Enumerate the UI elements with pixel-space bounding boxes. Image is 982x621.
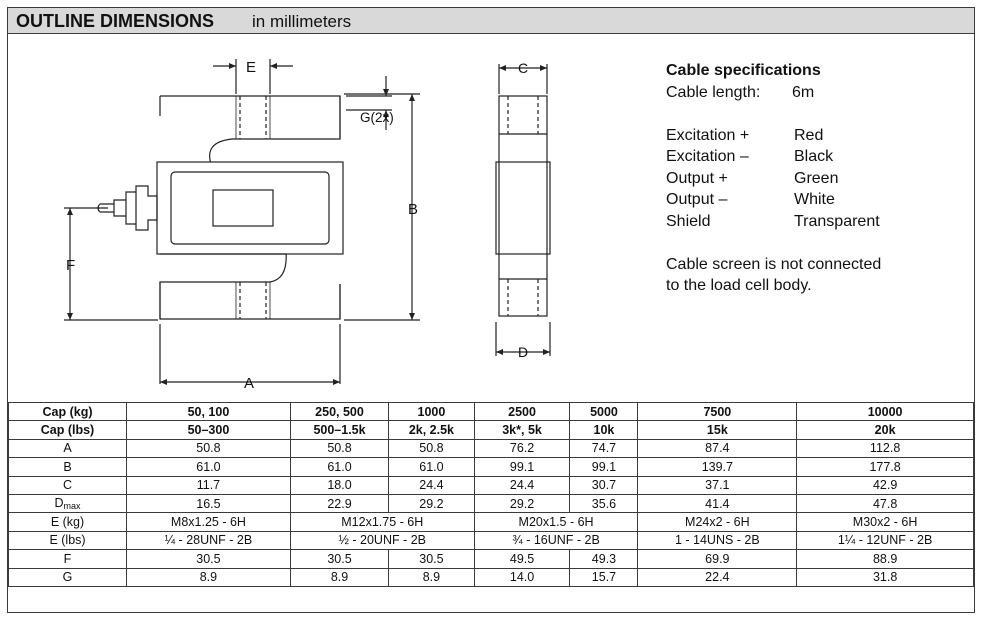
table-cell: 61.0 <box>389 458 474 476</box>
table-cell: 50.8 <box>389 439 474 457</box>
table-cell: 99.1 <box>570 458 638 476</box>
panel-title: OUTLINE DIMENSIONS <box>16 11 215 31</box>
wire-signal: Shield <box>666 212 711 230</box>
table-cell: 99.1 <box>474 458 570 476</box>
table-cell: 35.6 <box>570 494 638 512</box>
table-cell: 22.4 <box>638 568 797 586</box>
row-label: G <box>9 568 127 586</box>
table-cell: 42.9 <box>797 476 974 494</box>
dim-label-E: E <box>246 59 257 76</box>
table-cell: 250, 500 <box>290 403 388 421</box>
table-cell: 112.8 <box>797 439 974 457</box>
table-cell: 8.9 <box>127 568 291 586</box>
dim-label-A: A <box>244 375 255 392</box>
table-cell: 2500 <box>474 403 570 421</box>
table-cell: 61.0 <box>127 458 291 476</box>
table-row-A <box>9 439 974 457</box>
table-row-G <box>9 568 974 586</box>
table-cell: 61.0 <box>290 458 388 476</box>
table-cell: 7500 <box>638 403 797 421</box>
outline-dimensions-panel <box>7 7 975 613</box>
table-cell: M20x1.5 - 6H <box>474 513 638 531</box>
table-row-B <box>9 458 974 476</box>
table-cell: 76.2 <box>474 439 570 457</box>
dim-label-G: G(2x) <box>360 110 394 125</box>
table-cell: 49.3 <box>570 550 638 568</box>
table-cell: 41.4 <box>638 494 797 512</box>
table-cell: 47.8 <box>797 494 974 512</box>
table-cell: 139.7 <box>638 458 797 476</box>
table-cell: 69.9 <box>638 550 797 568</box>
table-row-Dmax <box>9 494 974 512</box>
table-cell: 16.5 <box>127 494 291 512</box>
dimensions-table <box>8 402 974 587</box>
wire-color: White <box>794 191 835 208</box>
wire-signal: Excitation – <box>666 148 749 165</box>
row-label-main: D <box>54 496 64 511</box>
side-view <box>499 96 547 316</box>
dim-label-F: F <box>66 257 76 274</box>
table-cell: 500–1.5k <box>290 421 388 439</box>
cable-specifications <box>666 60 881 297</box>
table-cell: 49.5 <box>474 550 570 568</box>
table-cell: 74.7 <box>570 439 638 457</box>
wire-signal: Output – <box>666 191 728 208</box>
wire-row <box>666 125 881 147</box>
panel-header <box>8 8 974 34</box>
cable-spec-title: Cable specifications <box>666 62 821 79</box>
wire-signal: Output + <box>666 169 728 187</box>
table-cell: 1 - 14UNS - 2B <box>638 531 797 549</box>
row-label: Cap (kg) <box>9 403 127 421</box>
table-cell: 30.5 <box>389 550 474 568</box>
table-cell: 5000 <box>570 403 638 421</box>
row-label: Cap (lbs) <box>9 421 127 439</box>
table-cell: 30.7 <box>570 476 638 494</box>
row-label: A <box>9 439 127 457</box>
dim-label-D: D <box>518 344 529 360</box>
table-cell: 50–300 <box>127 421 291 439</box>
table-row-C <box>9 476 974 494</box>
table-cell: ¾ - 16UNF - 2B <box>474 531 638 549</box>
wire-row <box>666 146 881 168</box>
center-block <box>157 162 343 254</box>
table-row-E-kg <box>9 513 974 531</box>
table-row-E-lbs <box>9 531 974 549</box>
wire-row <box>666 189 881 211</box>
table-cell: ¼ - 28UNF - 2B <box>127 531 291 549</box>
table-cell: 37.1 <box>638 476 797 494</box>
table-cell: 10k <box>570 421 638 439</box>
table-cell: ½ - 20UNF - 2B <box>290 531 474 549</box>
table-row-F <box>9 550 974 568</box>
table-cell: 29.2 <box>389 494 474 512</box>
table-cell: 31.8 <box>797 568 974 586</box>
table-cell: 2k, 2.5k <box>389 421 474 439</box>
wire-color: Green <box>794 169 839 187</box>
table-cell: M24x2 - 6H <box>638 513 797 531</box>
table-cell: 22.9 <box>290 494 388 512</box>
row-label-subscript: max <box>63 501 81 512</box>
table-cell: M30x2 - 6H <box>797 513 974 531</box>
table-cell: 18.0 <box>290 476 388 494</box>
cable-length-value: 6m <box>792 83 815 101</box>
wire-row <box>666 168 881 190</box>
table-cell: 14.0 <box>474 568 570 586</box>
table-cell: 87.4 <box>638 439 797 457</box>
table-cell: 24.4 <box>389 476 474 494</box>
table-cell: 29.2 <box>474 494 570 512</box>
table-cell: 20k <box>797 421 974 439</box>
table-cell: 8.9 <box>389 568 474 586</box>
table-cell: 50.8 <box>127 439 291 457</box>
wire-row <box>666 211 881 233</box>
table-cell: 88.9 <box>797 550 974 568</box>
table-cell: 8.9 <box>290 568 388 586</box>
table-cell: 1000 <box>389 403 474 421</box>
table-cell: 30.5 <box>127 550 291 568</box>
row-label: E (kg) <box>9 513 127 531</box>
table-cell: 24.4 <box>474 476 570 494</box>
panel-title-units: in millimeters <box>252 12 352 31</box>
row-label: F <box>9 550 127 568</box>
wire-signal: Excitation + <box>666 126 750 144</box>
cable-gland <box>136 186 157 230</box>
table-row-cap-lbs <box>9 421 974 439</box>
table-cell: 3k*, 5k <box>474 421 570 439</box>
row-label <box>9 494 127 512</box>
row-label: B <box>9 458 127 476</box>
table-cell: 50, 100 <box>127 403 291 421</box>
row-label: E (lbs) <box>9 531 127 549</box>
cable-note-line: Cable screen is not connected <box>666 255 882 273</box>
table-cell: M12x1.75 - 6H <box>290 513 474 531</box>
cable-note-line: to the load cell body. <box>666 277 812 294</box>
dim-label-B: B <box>408 201 419 218</box>
row-label: C <box>9 476 127 494</box>
table-cell: 15k <box>638 421 797 439</box>
table-cell: 50.8 <box>290 439 388 457</box>
table-cell: 11.7 <box>127 476 291 494</box>
table-cell: 15.7 <box>570 568 638 586</box>
wire-color: Transparent <box>794 212 880 230</box>
table-cell: 30.5 <box>290 550 388 568</box>
wire-color: Red <box>794 126 824 144</box>
table-cell: 1¼ - 12UNF - 2B <box>797 531 974 549</box>
table-row-cap-kg <box>9 403 974 421</box>
wire-color: Black <box>794 148 834 165</box>
table-cell: 10000 <box>797 403 974 421</box>
cable-length-label: Cable length: <box>666 83 761 101</box>
table-cell: 177.8 <box>797 458 974 476</box>
table-cell: M8x1.25 - 6H <box>127 513 291 531</box>
cable-length-row <box>666 82 881 104</box>
dim-label-C: C <box>518 60 529 76</box>
